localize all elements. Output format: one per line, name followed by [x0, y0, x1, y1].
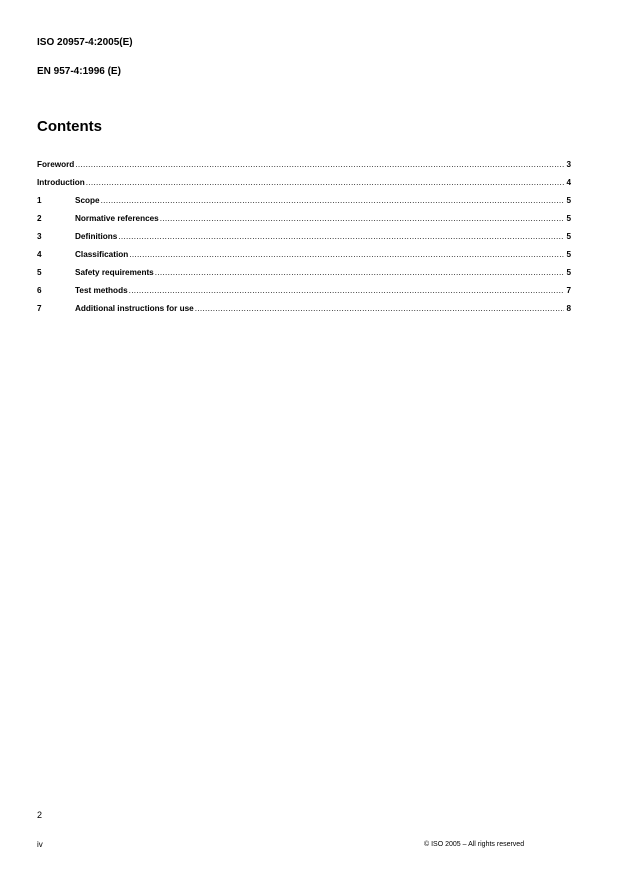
toc-leader-dots	[195, 300, 564, 318]
toc-entry-title: Definitions	[75, 232, 118, 241]
toc-entry-number: 3	[37, 232, 42, 241]
toc-entry-number: 1	[37, 196, 42, 205]
toc-entry-number: 5	[37, 268, 42, 277]
toc-entry-number: 4	[37, 250, 42, 259]
toc-entry-test-methods[interactable]	[37, 282, 571, 300]
toc-leader-dots	[75, 156, 564, 174]
toc-entry-title: Scope	[75, 196, 100, 205]
footer-copyright: © ISO 2005 – All rights reserved	[424, 841, 525, 848]
table-of-contents	[37, 156, 571, 318]
toc-entry-foreword[interactable]	[37, 156, 571, 174]
toc-entry-number: 2	[37, 214, 42, 223]
toc-entry-title: Normative references	[75, 214, 159, 223]
toc-entry-classification[interactable]	[37, 246, 571, 264]
toc-entry-introduction[interactable]	[37, 174, 571, 192]
toc-entry-page: 5	[566, 214, 571, 223]
contents-heading: Contents	[37, 118, 102, 135]
toc-leader-dots	[118, 228, 564, 246]
toc-leader-dots	[86, 174, 564, 192]
header-iso-number: ISO 20957-4:2005(E)	[37, 37, 133, 48]
header-en-number: EN 957-4:1996 (E)	[37, 66, 121, 77]
toc-entry-page: 4	[566, 178, 571, 187]
toc-entry-title: Test methods	[75, 286, 128, 295]
toc-entry-page: 5	[566, 232, 571, 241]
toc-entry-additional-instructions[interactable]	[37, 300, 571, 318]
toc-entry-page: 5	[566, 196, 571, 205]
toc-entry-page: 7	[566, 286, 571, 295]
toc-leader-dots	[129, 282, 564, 300]
toc-entry-number: 6	[37, 286, 42, 295]
toc-leader-dots	[129, 246, 564, 264]
footer-page-number: 2	[37, 810, 43, 820]
toc-leader-dots	[160, 210, 564, 228]
toc-entry-title: Foreword	[37, 160, 75, 169]
toc-entry-title: Classification	[75, 250, 129, 259]
toc-entry-title: Safety requirements	[75, 268, 154, 277]
toc-entry-number: 7	[37, 304, 42, 313]
toc-entry-normative-references[interactable]	[37, 210, 571, 228]
toc-entry-page: 3	[566, 160, 571, 169]
toc-entry-scope[interactable]	[37, 192, 571, 210]
toc-leader-dots	[101, 192, 564, 210]
footer-roman-page: iv	[37, 840, 43, 849]
toc-entry-definitions[interactable]	[37, 228, 571, 246]
toc-entry-title: Introduction	[37, 178, 85, 187]
toc-entry-title: Additional instructions for use	[75, 304, 194, 313]
toc-entry-safety-requirements[interactable]	[37, 264, 571, 282]
toc-entry-page: 5	[566, 268, 571, 277]
toc-entry-page: 5	[566, 250, 571, 259]
toc-leader-dots	[155, 264, 564, 282]
toc-entry-page: 8	[566, 304, 571, 313]
